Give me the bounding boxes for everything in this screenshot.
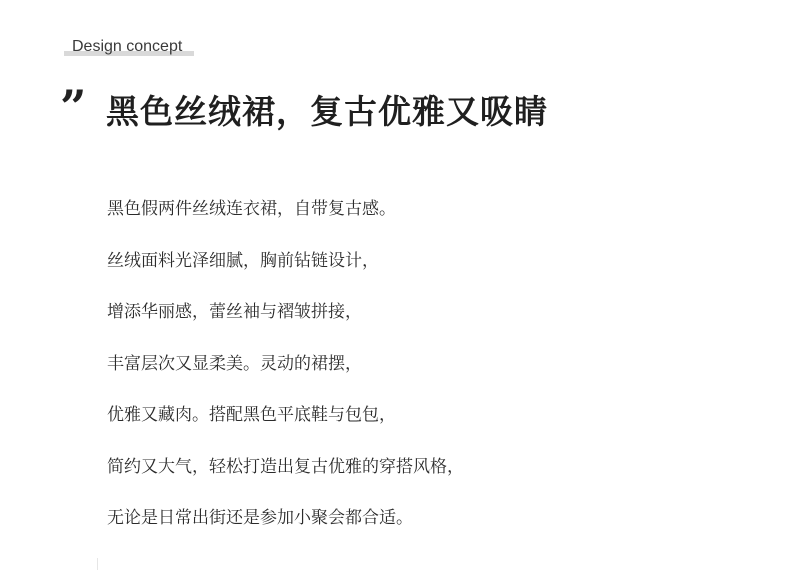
description-line: 丝绒面料光泽细腻，胸前钻链设计， [107, 250, 379, 271]
design-concept-text: Design concept [72, 38, 183, 55]
description-line: 优雅又藏肉。搭配黑色平底鞋与包包， [107, 405, 396, 425]
description-text [107, 196, 464, 557]
description-line: 无论是日常出街还是参加小聚会都合适。 [107, 508, 413, 528]
description-line: 黑色假两件丝绒连衣裙，自带复古感。 [107, 199, 396, 219]
description-line: 增添华丽感，蕾丝袖与褶皱拼接， [107, 302, 362, 322]
quote-icon: ” [60, 80, 83, 134]
divider [97, 558, 98, 570]
design-concept-label [64, 36, 188, 58]
description-line: 丰富层次又显柔美。灵动的裙摆， [107, 353, 362, 374]
page-title: 黑色丝绒裙，复古优雅又吸睛 [106, 92, 548, 131]
description-line: 简约又大气，轻松打造出复古优雅的穿搭风格， [107, 456, 464, 477]
